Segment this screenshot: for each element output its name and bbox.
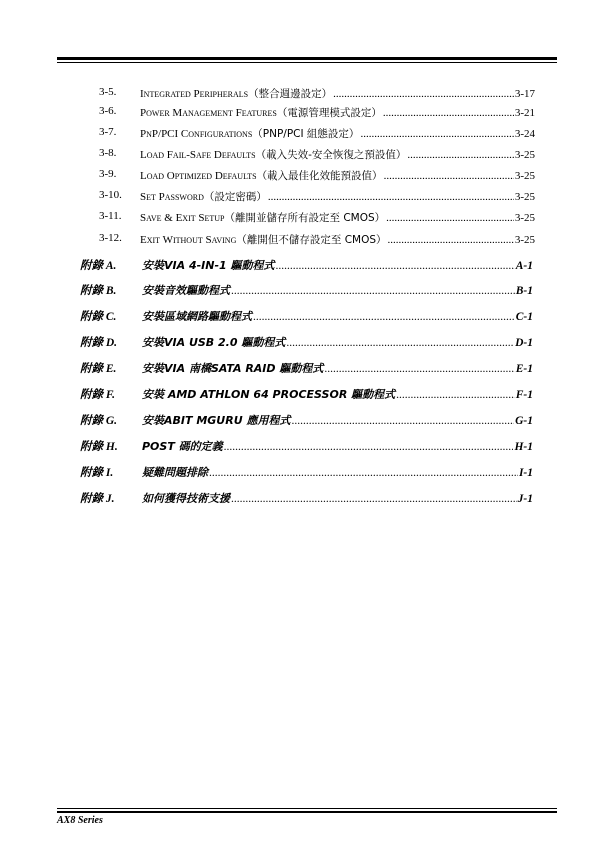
- section-title-zh: （離開但不儲存設定至 CMOS）: [236, 234, 387, 246]
- page-number: I-1: [518, 467, 533, 479]
- section-title: Load Optimized Defaults: [140, 170, 257, 182]
- appendix-title: POST 碼的定義: [142, 440, 223, 453]
- section-title: Integrated Peripherals: [140, 88, 249, 100]
- section-title-zh: （PNP/PCI 組態設定）: [252, 128, 360, 140]
- footer-rule-thick: [57, 811, 557, 813]
- appendix-number: 附錄 B.: [80, 285, 117, 297]
- leader-dots: [286, 337, 514, 349]
- page-number: D-1: [515, 337, 533, 349]
- section-title-zh: （離開並儲存所有設定至 CMOS）: [224, 212, 386, 224]
- leader-dots: [388, 234, 514, 246]
- page-number: 3-25: [514, 170, 535, 182]
- appendix-number: 附錄 D.: [80, 337, 118, 349]
- leader-dots: [231, 285, 515, 297]
- leader-dots: [407, 149, 513, 161]
- section-title-zh: （整合週邊設定）: [248, 88, 333, 100]
- page-number: B-1: [515, 285, 533, 297]
- appendix-title: 安裝音效驅動程式: [142, 284, 230, 297]
- appendix-number: 附錄 E.: [80, 363, 117, 375]
- leader-dots: [384, 170, 514, 182]
- section-title: Exit Without Saving: [140, 234, 237, 246]
- section-title-zh: （載入最佳化效能預設值）: [256, 170, 383, 182]
- leader-dots: [360, 128, 513, 140]
- appendix-title: 安裝VIA 4-IN-1 驅動程式: [142, 259, 275, 272]
- appendix-title: 安裝VIA 南橋SATA RAID 驅動程式: [142, 362, 324, 375]
- leader-dots: [324, 363, 514, 375]
- section-number: 3-11.: [99, 210, 122, 222]
- section-number: 3-12.: [99, 232, 122, 244]
- leader-dots: [224, 441, 514, 453]
- section-title: Set Password: [140, 191, 204, 203]
- page-number: H-1: [514, 441, 533, 453]
- appendix-number: 附錄 G.: [80, 415, 118, 427]
- section-title-zh: （載入失效-安全恢復之預設值）: [255, 149, 407, 161]
- appendix-number: 附錄 C.: [80, 311, 117, 323]
- section-number: 3-8.: [99, 147, 117, 159]
- appendix-title: 安裝ABIT MGURU 應用程式: [142, 414, 291, 427]
- page-number: J-1: [517, 493, 533, 505]
- section-title: PnP/PCI Configurations: [140, 128, 253, 140]
- appendix-title: 安裝區域網路驅動程式: [142, 310, 252, 323]
- footer-rule-thin: [57, 808, 557, 809]
- section-number: 3-7.: [99, 126, 117, 138]
- leader-dots: [268, 191, 514, 203]
- leader-dots: [231, 493, 517, 505]
- page-number: E-1: [515, 363, 533, 375]
- page-number: G-1: [515, 415, 533, 427]
- appendix-number: 附錄 H.: [80, 441, 118, 453]
- section-number: 3-9.: [99, 168, 117, 180]
- leader-dots: [276, 260, 515, 272]
- appendix-title: 安裝 AMD ATHLON 64 PROCESSOR 驅動程式: [142, 388, 396, 401]
- leader-dots: [333, 88, 514, 100]
- page-number: 3-21: [514, 107, 535, 119]
- footer-product-name: AX8 Series: [57, 815, 103, 826]
- page-number: F-1: [515, 389, 533, 401]
- header-rule-thin: [57, 62, 557, 63]
- section-title-zh: （電源管理模式設定）: [276, 107, 382, 119]
- appendix-number: 附錄 F.: [80, 389, 115, 401]
- section-title: Save & Exit Setup: [140, 212, 225, 224]
- page-number: A-1: [515, 260, 533, 272]
- section-number: 3-10.: [99, 189, 122, 201]
- leader-dots: [383, 107, 514, 119]
- appendix-title: 如何獲得技術支援: [142, 492, 230, 505]
- leader-dots: [253, 311, 515, 323]
- appendix-title: 安裝VIA USB 2.0 驅動程式: [142, 336, 286, 349]
- appendix-number: 附錄 I.: [80, 467, 114, 479]
- section-number: 3-5.: [99, 86, 117, 98]
- page-number: 3-25: [514, 234, 535, 246]
- header-rule-thick: [57, 57, 557, 60]
- leader-dots: [396, 389, 515, 401]
- appendix-number: 附錄 A.: [80, 260, 117, 272]
- page-number: 3-25: [514, 212, 535, 224]
- section-title-zh: （設定密碼）: [203, 191, 267, 203]
- appendix-title: 疑難問題排除: [142, 466, 208, 479]
- page-number: 3-17: [514, 88, 535, 100]
- section-title: Load Fail-Safe Defaults: [140, 149, 256, 161]
- page-number: 3-25: [514, 149, 535, 161]
- leader-dots: [209, 467, 518, 479]
- appendix-number: 附錄 J.: [80, 493, 115, 505]
- page-number: 3-24: [514, 128, 535, 140]
- section-number: 3-6.: [99, 105, 117, 117]
- page-number: 3-25: [514, 191, 535, 203]
- page-number: C-1: [515, 311, 533, 323]
- section-title: Power Management Features: [140, 107, 277, 119]
- leader-dots: [291, 415, 514, 427]
- leader-dots: [386, 212, 514, 224]
